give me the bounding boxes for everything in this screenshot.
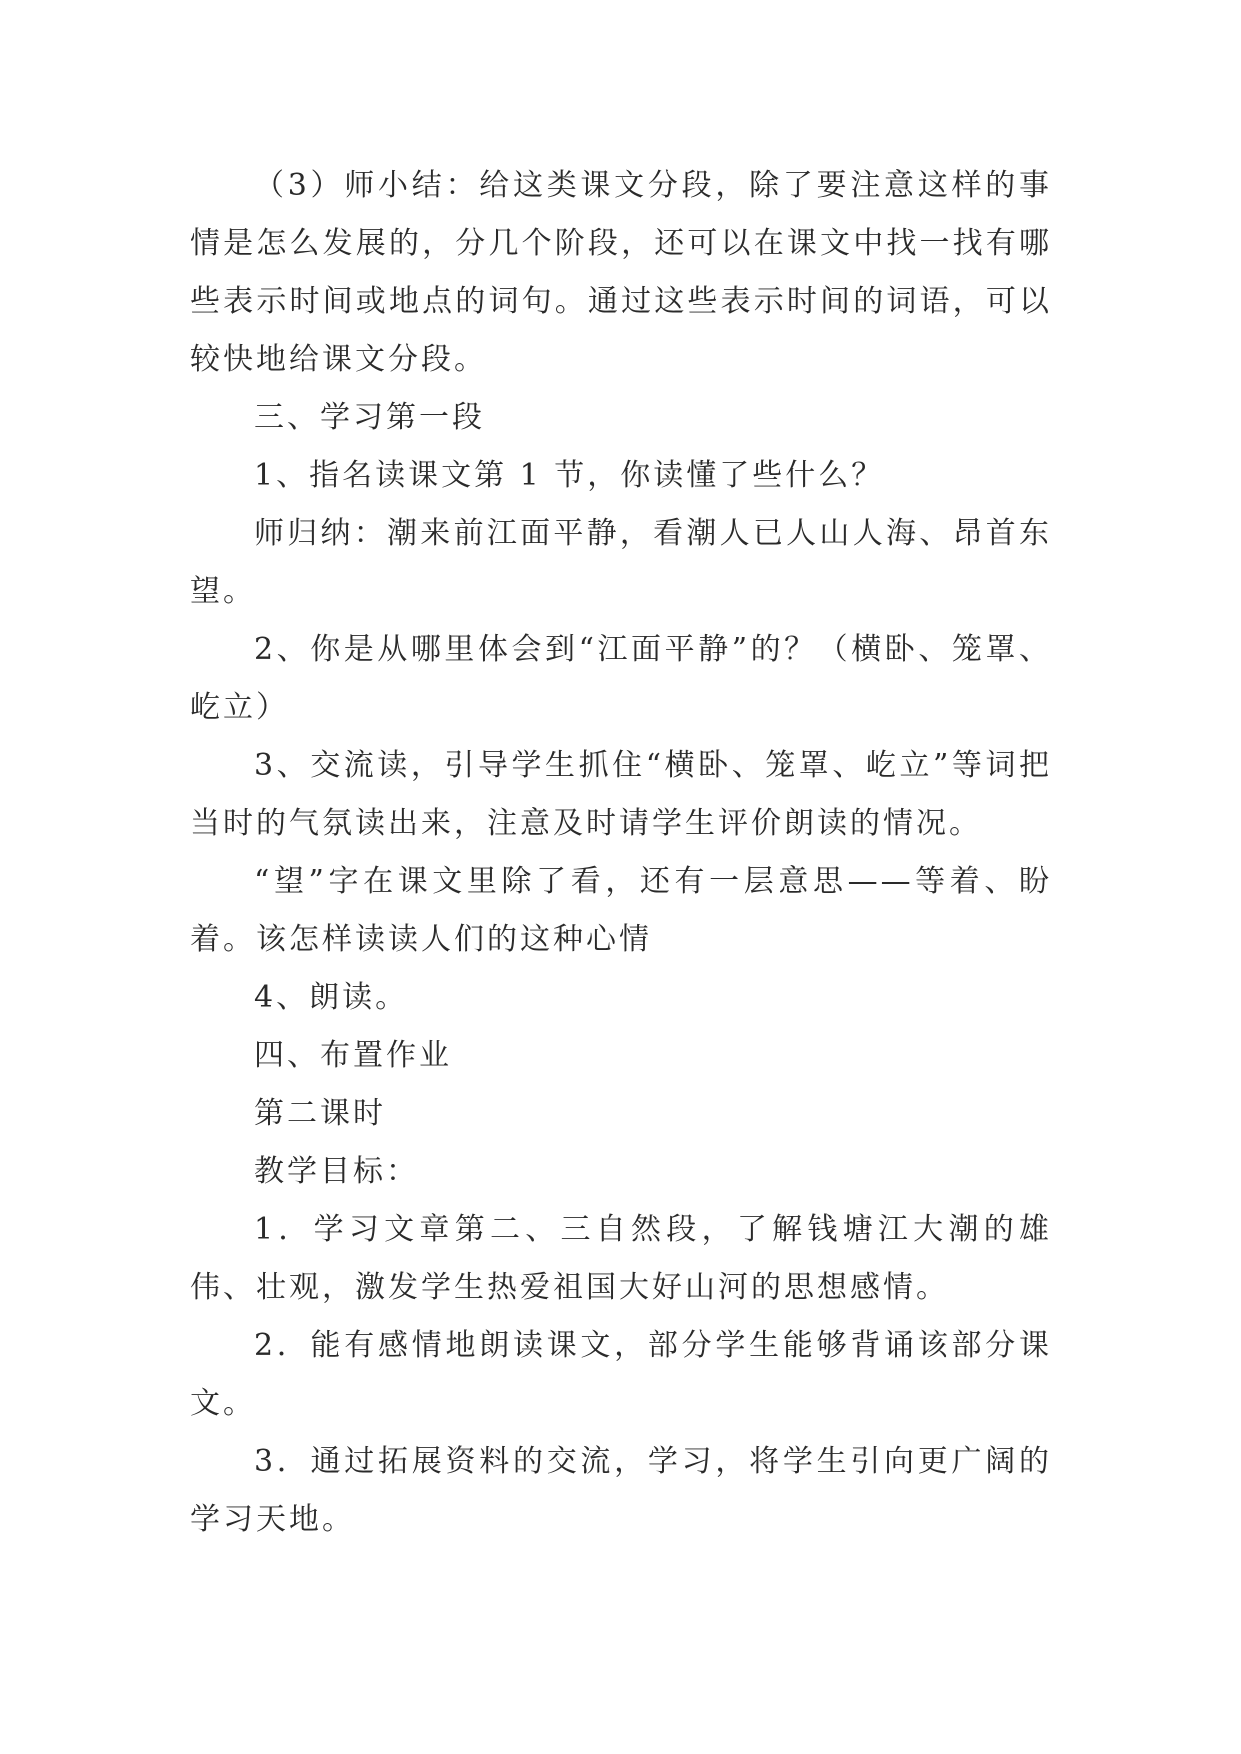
paragraph-summary: （3）师小结：给这类课文分段，除了要注意这样的事情是怎么发展的，分几个阶段，还可以在课文中找一找有哪些表示时间或地点的词句。通过这些表示时间的词语，可以较快地给课文分段。 [190,168,1052,377]
paragraph-step-1: 1、指名读课文第 1 节，你读懂了些什么？ [254,458,885,493]
paragraph-wang-meaning: “望”字在课文里除了看，还有一层意思——等着、盼着。该怎样读读人们的这种心情 [190,864,1052,957]
section-heading-3: 三、学习第一段 [254,400,485,435]
paragraph-teacher-conclusion: 师归纳：潮来前江面平静，看潮人已人山人海、昂首东望。 [190,516,1052,609]
objectives-heading: 教学目标： [254,1154,419,1189]
section-heading-4: 四、布置作业 [254,1038,452,1073]
paragraph-step-3: 3、交流读，引导学生抓住“横卧、笼罩、屹立”等词把当时的气氛读出来，注意及时请学生评价朗读的情况。 [190,748,1052,841]
paragraph-step-4: 4、朗读。 [254,980,409,1015]
document-body [190,157,1052,1549]
objective-2: 2．能有感情地朗读课文，部分学生能够背诵该部分课文。 [190,1328,1052,1421]
objective-1: 1．学习文章第二、三自然段，了解钱塘江大潮的雄伟、壮观，激发学生热爱祖国大好山河的思想感情。 [190,1212,1052,1305]
lesson-heading: 第二课时 [254,1096,386,1131]
paragraph-step-2: 2、你是从哪里体会到“江面平静”的？（横卧、笼罩、屹立） [190,632,1052,725]
objective-3: 3．通过拓展资料的交流，学习，将学生引向更广阔的学习天地。 [190,1444,1052,1537]
